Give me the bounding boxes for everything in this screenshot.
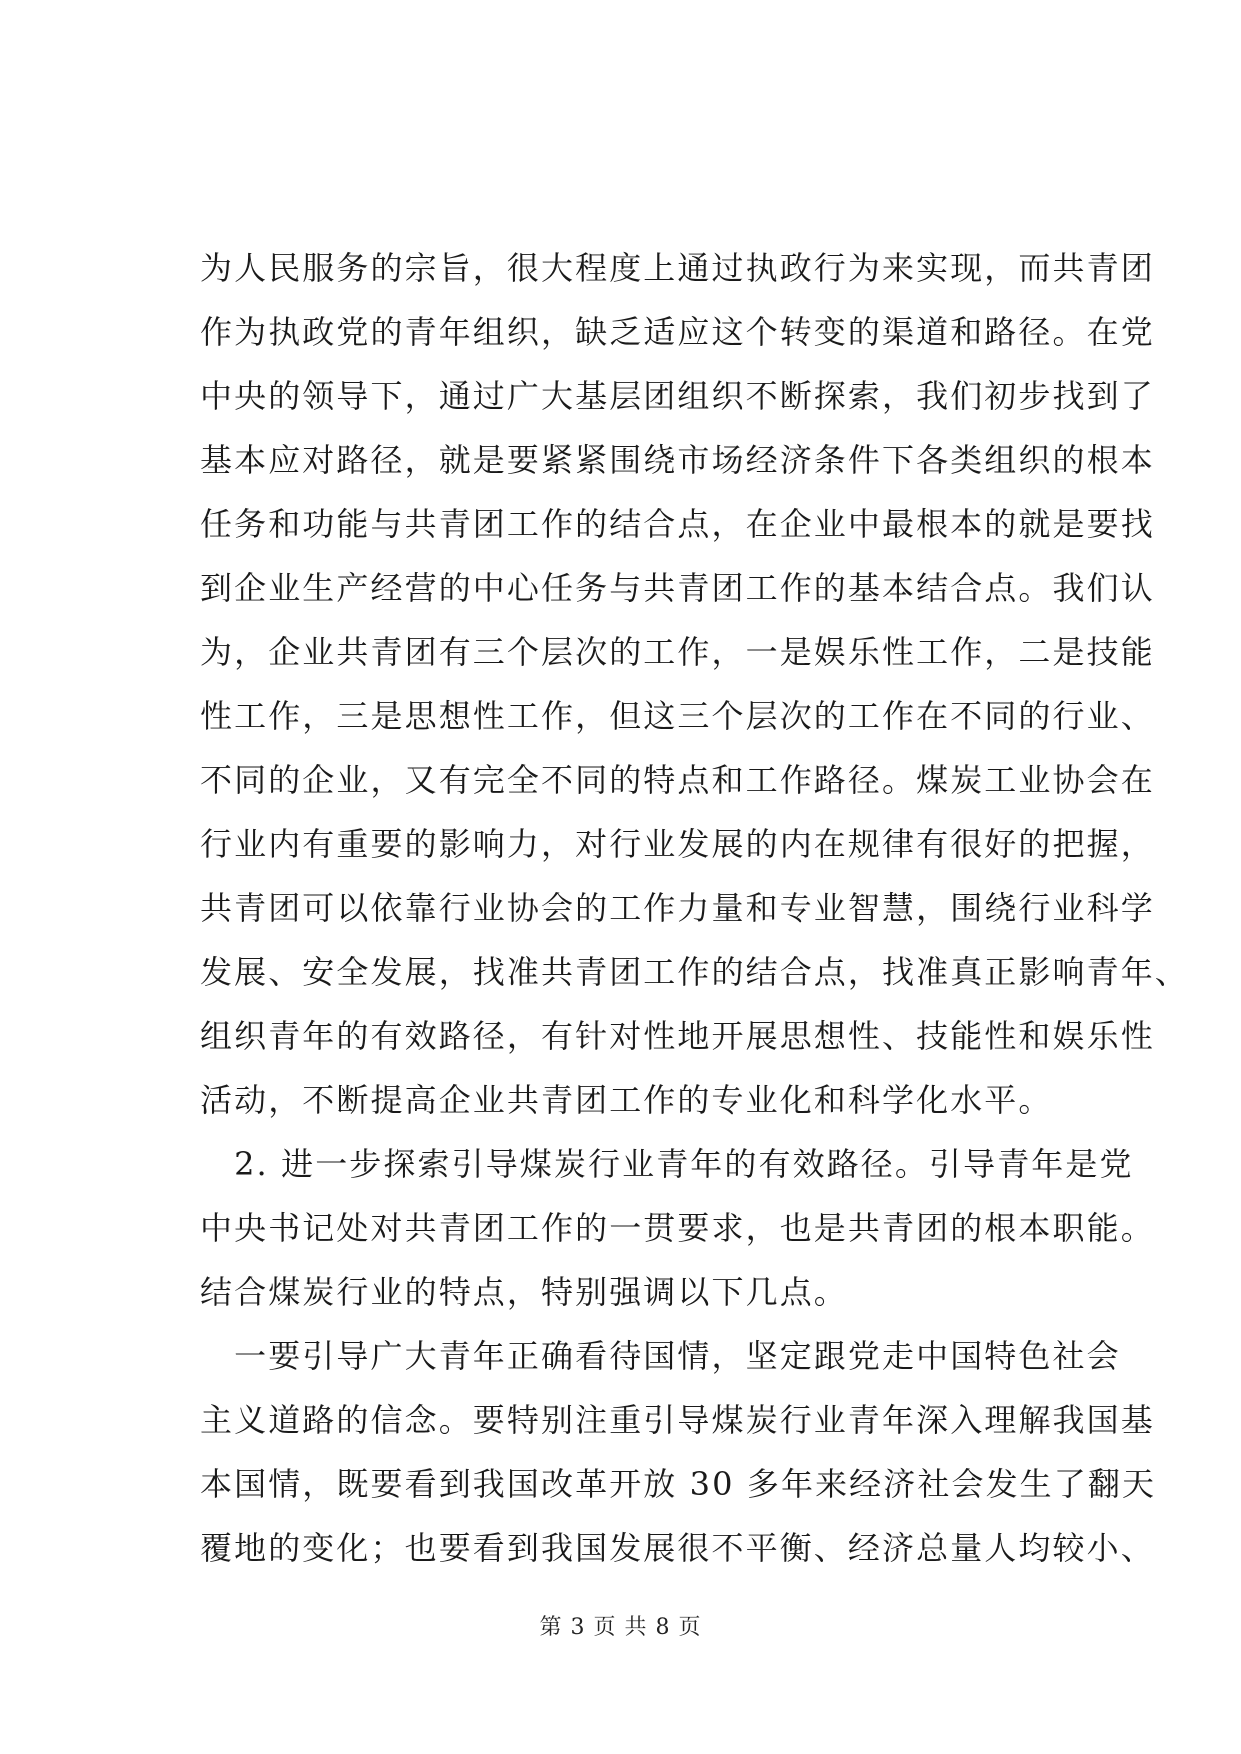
text-line: 基本应对路径，就是要紧紧围绕市场经济条件下各类组织的根本 — [200, 441, 1155, 479]
text-line: 本国情，既要看到我国改革开放 30 多年来经济社会发生了翻天 — [200, 1465, 1157, 1503]
page-number-footer: 第 3 页 共 8 页 — [539, 1615, 702, 1640]
text-line: 活动，不断提高企业共青团工作的专业化和科学化水平。 — [200, 1081, 1053, 1119]
paragraph-first-line: 2. 进一步探索引导煤炭行业青年的有效路径。引导青年是党 — [200, 1145, 1134, 1183]
text-line: 中央的领导下，通过广大基层团组织不断探索，我们初步找到了 — [200, 377, 1155, 415]
text-line: 到企业生产经营的中心任务与共青团工作的基本结合点。我们认 — [200, 569, 1155, 607]
text-line: 共青团可以依靠行业协会的工作力量和专业智慧，围绕行业科学 — [200, 889, 1155, 927]
paragraph-first-line: 一要引导广大青年正确看待国情，坚定跟党走中国特色社会 — [200, 1337, 1121, 1375]
text-line: 组织青年的有效路径，有针对性地开展思想性、技能性和娱乐性 — [200, 1017, 1155, 1055]
text-line: 任务和功能与共青团工作的结合点，在企业中最根本的就是要找 — [200, 505, 1155, 543]
text-line: 行业内有重要的影响力，对行业发展的内在规律有很好的把握， — [200, 825, 1155, 863]
text-line: 覆地的变化；也要看到我国发展很不平衡、经济总量人均较小、 — [200, 1529, 1155, 1567]
text-line: 结合煤炭行业的特点，特别强调以下几点。 — [200, 1273, 848, 1311]
text-line: 发展、安全发展，找准共青团工作的结合点，找准真正影响青年、 — [200, 953, 1189, 991]
text-line: 中央书记处对共青团工作的一贯要求，也是共青团的根本职能。 — [200, 1209, 1155, 1247]
text-line: 主义道路的信念。要特别注重引导煤炭行业青年深入理解我国基 — [200, 1401, 1155, 1439]
text-line: 不同的企业，又有完全不同的特点和工作路径。煤炭工业协会在 — [200, 761, 1155, 799]
text-line: 性工作，三是思想性工作，但这三个层次的工作在不同的行业、 — [200, 697, 1155, 735]
text-line: 为人民服务的宗旨，很大程度上通过执政行为来实现，而共青团 — [200, 249, 1155, 287]
text-line: 作为执政党的青年组织，缺乏适应这个转变的渠道和路径。在党 — [200, 313, 1155, 351]
text-line: 为，企业共青团有三个层次的工作，一是娱乐性工作，二是技能 — [200, 633, 1155, 671]
body-text — [200, 236, 1189, 1580]
